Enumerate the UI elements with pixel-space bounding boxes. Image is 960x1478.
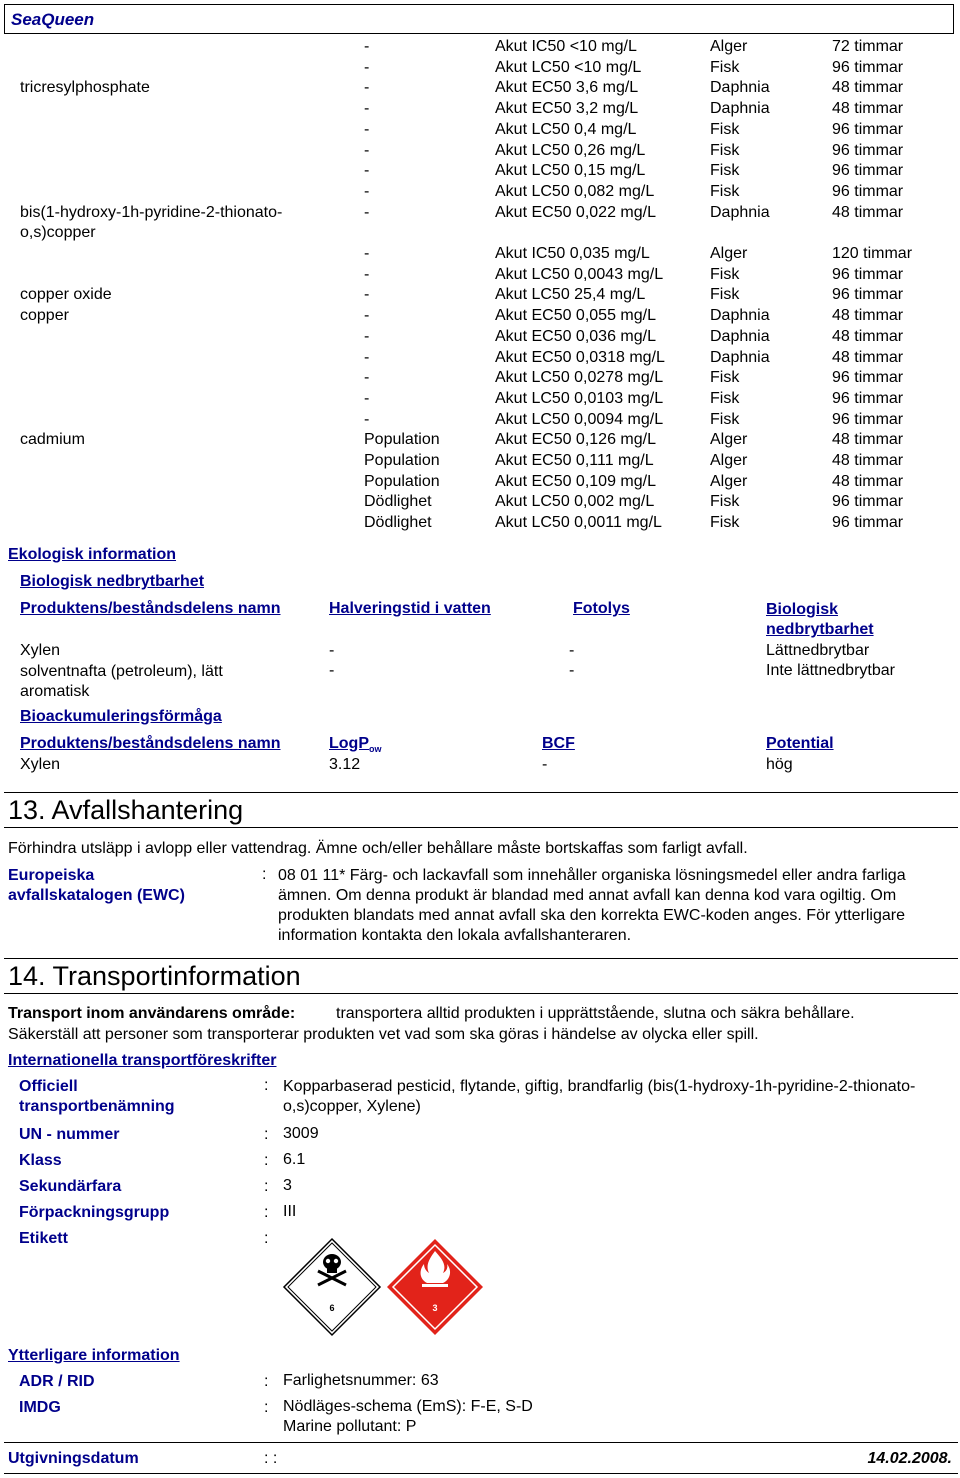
ecotox-cell-duration: 48 timmar <box>832 472 904 490</box>
ecotox-cell-species: Alger <box>710 245 748 262</box>
biodeg-col-name: Produktens/beståndsdelens namn <box>20 600 281 617</box>
ecotox-cell-test: Akut LC50 0,082 mg/L <box>495 182 655 200</box>
ecotox-cell-test: Akut LC50 0,0043 mg/L <box>495 265 664 283</box>
biodeg-cell-photolysis: - <box>569 642 575 659</box>
field-colon: : <box>264 1126 269 1143</box>
field-label-adr-rid: ADR / RID <box>19 1373 95 1390</box>
ecotox-cell-duration: 96 timmar <box>832 389 904 407</box>
section-13-title: 13. Avfallshantering <box>8 795 244 825</box>
ecotox-cell-duration: 96 timmar <box>832 514 904 532</box>
ecotox-cell-endpoint: Dödlighet <box>364 493 432 511</box>
biodeg-heading[interactable]: Biologisk nedbrytbarhet <box>20 573 205 590</box>
ecotox-cell-test: Akut EC50 3,6 mg/L <box>495 79 639 97</box>
bioacc-cell-logp: 3.12 <box>329 756 361 773</box>
table-row <box>0 369 960 389</box>
ecotox-cell-duration: 96 timmar <box>832 493 904 511</box>
table-row <box>0 100 960 120</box>
field-colon: : <box>264 1373 269 1390</box>
table-row <box>0 79 960 99</box>
ecotox-cell-species: Alger <box>710 452 748 469</box>
ecotox-cell-test: Akut IC50 0,035 mg/L <box>495 245 650 262</box>
toxic-hazard-label <box>282 1237 382 1337</box>
ecotox-cell-duration: 96 timmar <box>832 410 904 428</box>
ecotox-cell-endpoint: - <box>364 141 370 159</box>
table-row <box>0 183 960 203</box>
table-row <box>0 121 960 141</box>
table-row <box>0 266 960 286</box>
bioacc-col-bcf: BCF <box>542 735 575 752</box>
field-value-shipping-name: Kopparbaserad pesticid, flytande, giftig, brandfarlig (bis(1-hydroxy-1h-pyridine-2-thionato-o,s)copper, Xylene) <box>283 1078 916 1115</box>
brand-name: SeaQueen <box>11 10 95 29</box>
ecotox-cell-species: Fisk <box>710 182 740 200</box>
field-value-un-number: 3009 <box>283 1125 319 1142</box>
ecotox-cell-duration: 48 timmar <box>832 452 904 469</box>
field-colon: : <box>264 1230 269 1247</box>
ecotox-cell-duration: 48 timmar <box>832 348 904 366</box>
field-label-shipping-name: Officiell transportbenämning <box>19 1078 175 1115</box>
ecotox-cell-name: o,s)copper <box>20 224 96 242</box>
intl-transport-heading[interactable]: Internationella transportföreskrifter <box>8 1052 277 1069</box>
table-row <box>0 493 960 513</box>
ecotox-cell-test: Akut EC50 0,111 mg/L <box>495 452 654 469</box>
ecotox-cell-endpoint: - <box>364 120 370 138</box>
table-row <box>0 411 960 431</box>
ecotox-cell-endpoint: - <box>364 286 370 304</box>
field-value-packing-group: III <box>283 1203 297 1220</box>
field-label-class: Klass <box>19 1152 62 1169</box>
ecotox-cell-species: Daphnia <box>710 348 770 366</box>
field-colon: : <box>264 1204 269 1221</box>
field-colon: : <box>264 1077 269 1094</box>
field-value-adr-rid: Farlighetsnummer: 63 <box>283 1372 439 1389</box>
table-row <box>0 142 960 162</box>
ecotox-cell-test: Akut LC50 0,15 mg/L <box>495 162 646 180</box>
biodeg-col-photolysis: Fotolys <box>573 600 630 617</box>
field-label-un-number: UN - nummer <box>19 1126 120 1143</box>
hazard-class-number: 3 <box>432 1303 438 1313</box>
field-label-subsidiary-risk: Sekundärfara <box>19 1178 122 1195</box>
ecotox-cell-species: Fisk <box>710 162 740 180</box>
field-colon: : <box>264 1178 269 1195</box>
ecotox-cell-duration: 96 timmar <box>832 369 904 387</box>
ecotox-cell-test: Akut EC50 0,022 mg/L <box>495 203 656 221</box>
bioacc-col-potential: Potential <box>766 735 834 752</box>
issue-date-label: Utgivningsdatum <box>8 1450 139 1467</box>
ecotox-cell-test: Akut EC50 0,126 mg/L <box>495 431 656 449</box>
ecotox-cell-test: Akut EC50 3,2 mg/L <box>495 100 639 118</box>
table-row <box>0 328 960 348</box>
ecotox-cell-name: cadmium <box>20 431 85 449</box>
ewc-value: 08 01 11* Färg- och lackavfall som innehåller organiska lösningsmedel eller andra farliga ämnen. Om denna produkt är blandad med annat avfall kan denna kod vara ogiltig. Om produkten blandats med annat avfall ska den korrekta EWC-koden anges. För ytterligare information kontakta den lokala avfallshanteraren. <box>278 867 906 944</box>
table-row <box>0 452 960 472</box>
ecotox-cell-endpoint: - <box>364 38 370 55</box>
ecotox-cell-species: Fisk <box>710 514 740 532</box>
ecotox-cell-test: Akut EC50 0,0318 mg/L <box>495 348 665 366</box>
ecotox-cell-test: Akut LC50 0,0011 mg/L <box>495 514 662 532</box>
ecotox-cell-endpoint: - <box>364 182 370 200</box>
section-13-header <box>4 792 958 828</box>
domestic-transport-text: transportera alltid produkten i upprättstående, slutna och säkra behållare. <box>336 1005 855 1022</box>
bioacc-col-logp: LogP$_{ow}$ <box>329 735 382 755</box>
ecotox-cell-endpoint: - <box>364 327 370 345</box>
ecotox-cell-duration: 48 timmar <box>832 203 904 221</box>
ecotox-cell-endpoint: - <box>364 265 370 283</box>
biodeg-cell-halflife: - <box>329 662 335 679</box>
section-14-title: 14. Transportinformation <box>8 961 301 991</box>
issue-date-value: 14.02.2008. <box>867 1450 952 1467</box>
ecotox-cell-duration: 48 timmar <box>832 79 904 97</box>
ecotox-cell-test: Akut EC50 0,055 mg/L <box>495 307 656 325</box>
ecotox-cell-duration: 48 timmar <box>832 307 904 325</box>
table-row <box>0 59 960 79</box>
table-row <box>0 245 960 265</box>
field-value-subsidiary-risk: 3 <box>283 1177 292 1194</box>
ecotox-cell-species: Fisk <box>710 389 740 407</box>
ecotox-cell-species: Alger <box>710 431 748 449</box>
table-row <box>0 162 960 182</box>
ecotox-cell-species: Fisk <box>710 286 740 304</box>
ecotox-cell-endpoint: - <box>364 369 370 387</box>
section-14-header <box>4 958 958 994</box>
ecotox-cell-species: Fisk <box>710 265 740 283</box>
biodeg-cell-name: solventnafta (petroleum), lätt aromatisk <box>20 663 223 700</box>
ecotox-cell-duration: 48 timmar <box>832 100 904 118</box>
ecotox-cell-duration: 96 timmar <box>832 58 904 76</box>
bioacc-cell-bcf: - <box>542 756 548 773</box>
table-row <box>0 38 960 58</box>
field-label-packing-group: Förpackningsgrupp <box>19 1204 170 1221</box>
ecotox-cell-species: Fisk <box>710 141 740 159</box>
table-row <box>0 307 960 327</box>
table-row <box>0 349 960 369</box>
table-row <box>0 473 960 493</box>
ecotox-cell-duration: 96 timmar <box>832 182 904 200</box>
disposal-text: Förhindra utsläpp i avlopp eller vattendrag. Ämne och/eller behållare måste bortskaffas som farligt avfall. <box>8 840 748 857</box>
ecotox-cell-test: Akut LC50 0,0094 mg/L <box>495 410 664 428</box>
table-row <box>0 286 960 306</box>
bioacc-cell-potential: hög <box>766 756 793 773</box>
ecotox-cell-endpoint: Population <box>364 472 440 490</box>
ecotox-cell-name: tricresylphosphate <box>20 79 150 97</box>
bioacc-col-name: Produktens/beståndsdelens namn <box>20 735 281 752</box>
ecotox-cell-duration: 96 timmar <box>832 265 904 283</box>
ecotox-cell-duration: 96 timmar <box>832 141 904 159</box>
ecotox-cell-duration: 72 timmar <box>832 38 904 55</box>
ecotox-cell-endpoint: - <box>364 307 370 325</box>
ecotox-cell-duration: 48 timmar <box>832 431 904 449</box>
field-label-label: Etikett <box>19 1230 68 1247</box>
ecotox-cell-duration: 48 timmar <box>832 327 904 345</box>
biodeg-cell-photolysis: - <box>569 662 575 679</box>
ecotox-cell-endpoint: - <box>364 79 370 97</box>
ecotox-cell-species: Daphnia <box>710 100 770 118</box>
ecotox-cell-test: Akut LC50 0,0278 mg/L <box>495 369 664 387</box>
biodeg-cell-biodeg: Lättnedbrytbar <box>766 642 870 659</box>
biodeg-col-biodeg: Biologisk nedbrytbarhet <box>766 601 874 638</box>
ecotox-cell-endpoint: Population <box>364 452 440 469</box>
biodeg-cell-biodeg: Inte lättnedbrytbar <box>766 662 895 679</box>
biodeg-cell-halflife: - <box>329 642 335 659</box>
ecotox-cell-endpoint: - <box>364 100 370 118</box>
ecotox-cell-duration: 96 timmar <box>832 286 904 304</box>
flammable-hazard-label <box>385 1237 485 1337</box>
ecotox-cell-test: Akut LC50 25,4 mg/L <box>495 286 646 304</box>
ecotox-cell-name: copper <box>20 307 69 325</box>
ecotox-cell-endpoint: - <box>364 389 370 407</box>
eco-heading[interactable]: Ekologisk information <box>8 546 177 563</box>
table-row <box>0 514 960 534</box>
table-row <box>0 390 960 410</box>
domestic-transport-label: Transport inom användarens område: <box>8 1005 296 1022</box>
ecotox-cell-duration: 120 timmar <box>832 245 913 262</box>
ecotox-cell-species: Daphnia <box>710 327 770 345</box>
ecotox-cell-species: Fisk <box>710 493 740 511</box>
ecotox-cell-species: Alger <box>710 472 748 490</box>
bioacc-heading[interactable]: Bioackumuleringsförmåga <box>20 708 222 725</box>
ecotox-cell-name: copper oxide <box>20 286 112 304</box>
header-bar <box>4 4 954 34</box>
domestic-transport-text-2: Säkerställ att personer som transporterar produkten vet vad som ska göras i händelse av olycka eller spill. <box>8 1026 759 1043</box>
ecotox-cell-test: Akut EC50 0,109 mg/L <box>495 472 656 490</box>
ecotox-cell-test: Akut LC50 <10 mg/L <box>495 58 642 76</box>
field-colon: : <box>264 1399 269 1416</box>
ecotox-cell-endpoint: - <box>364 348 370 366</box>
table-row <box>0 204 960 224</box>
table-row <box>0 431 960 451</box>
field-label-imdg: IMDG <box>19 1399 61 1416</box>
ecotox-cell-test: Akut LC50 0,002 mg/L <box>495 493 655 511</box>
ecotox-cell-species: Fisk <box>710 120 740 138</box>
hazard-class-number: 6 <box>329 1303 335 1313</box>
ecotox-cell-species: Alger <box>710 38 748 55</box>
footer-bar <box>4 1442 958 1474</box>
ecotox-cell-endpoint: Population <box>364 431 440 449</box>
biodeg-cell-name: Xylen <box>20 642 61 659</box>
field-value-class: 6.1 <box>283 1151 306 1168</box>
ecotox-cell-endpoint: - <box>364 58 370 76</box>
ecotox-cell-species: Fisk <box>710 410 740 428</box>
ecotox-cell-test: Akut IC50 <10 mg/L <box>495 38 637 55</box>
ecotox-cell-endpoint: - <box>364 162 370 180</box>
field-value-imdg-2: Marine pollutant: P <box>283 1418 417 1435</box>
ecotox-cell-endpoint: Dödlighet <box>364 514 432 532</box>
additional-info-heading[interactable]: Ytterligare information <box>8 1347 180 1364</box>
ecotox-cell-species: Fisk <box>710 58 740 76</box>
ecotox-cell-test: Akut LC50 0,4 mg/L <box>495 120 637 138</box>
ewc-label: Europeiska avfallskatalogen (EWC) <box>8 867 185 904</box>
ecotox-cell-species: Daphnia <box>710 203 770 221</box>
ecotox-cell-duration: 96 timmar <box>832 162 904 180</box>
ecotox-cell-test: Akut EC50 0,036 mg/L <box>495 327 656 345</box>
ewc-colon: : <box>262 866 267 883</box>
ecotox-cell-species: Fisk <box>710 369 740 387</box>
bioacc-cell-name: Xylen <box>20 756 61 773</box>
issue-date-colons: : : <box>264 1450 278 1467</box>
ecotox-cell-species: Daphnia <box>710 307 770 325</box>
field-colon: : <box>264 1152 269 1169</box>
ecotox-cell-endpoint: - <box>364 245 370 262</box>
ecotox-cell-endpoint: - <box>364 203 370 221</box>
ecotox-cell-test: Akut LC50 0,0103 mg/L <box>495 389 664 407</box>
ecotox-cell-duration: 96 timmar <box>832 120 904 138</box>
ecotox-cell-name: bis(1-hydroxy-1h-pyridine-2-thionato- <box>20 203 283 221</box>
biodeg-col-halflife: Halveringstid i vatten <box>329 600 491 617</box>
ecotox-cell-endpoint: - <box>364 410 370 428</box>
ecotox-cell-species: Daphnia <box>710 79 770 97</box>
field-value-imdg: Nödläges-schema (EmS): F-E, S-D <box>283 1398 533 1415</box>
table-row <box>0 224 960 244</box>
ecotox-cell-test: Akut LC50 0,26 mg/L <box>495 141 646 159</box>
